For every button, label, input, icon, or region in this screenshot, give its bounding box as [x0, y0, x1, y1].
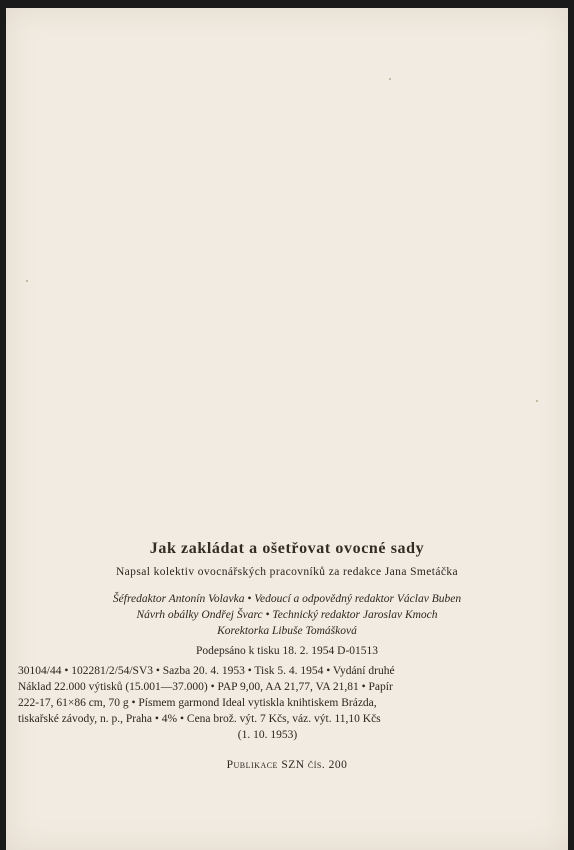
editorial-credits: [6, 591, 568, 639]
imprint-line: 30104/44 • 102281/2/54/SV3 • Sazba 20. 4. 1953 • Tisk 5. 4. 1954 • Vydání druhé: [18, 665, 395, 677]
paper-speck: [536, 400, 538, 402]
imprint-line: tiskařské závody, n. p., Praha • 4% • Cena brož. výt. 7 Kčs, váz. výt. 11,10 Kčs: [18, 713, 381, 725]
paper-speck: [389, 78, 391, 80]
imprint-line: Náklad 22.000 výtisků (15.001—37.000) • PAP 9,00, AA 21,77, VA 21,81 • Papír: [18, 681, 393, 693]
authors-line: Napsal kolektiv ovocnářských pracovníků za redakce Jana Smetáčka: [115, 566, 459, 578]
print-approval: Podepsáno k tisku 18. 2. 1954 D-01513: [195, 645, 379, 657]
imprint-line: 222-17, 61×86 cm, 70 g • Písmem garmond Ideal vytiskla knihtiskem Brázda,: [18, 697, 377, 709]
credits-line: Návrh obálky Ondřej Švarc • Technický redaktor Jaroslav Kmoch: [136, 609, 438, 621]
book-page: [6, 8, 568, 850]
publisher-number: Publikace SZN čís. 200: [226, 759, 348, 771]
imprint-line: (1. 10. 1953): [237, 729, 298, 741]
credits-line: Šéfredaktor Antonín Volavka • Vedoucí a odpovědný redaktor Václav Buben: [112, 593, 462, 605]
book-title: Jak zakládat a ošetřovat ovocné sady: [149, 540, 425, 557]
paper-speck: [26, 280, 28, 282]
imprint-details: [18, 663, 517, 743]
credits-line: Korektorka Libuše Tomášková: [217, 625, 357, 637]
